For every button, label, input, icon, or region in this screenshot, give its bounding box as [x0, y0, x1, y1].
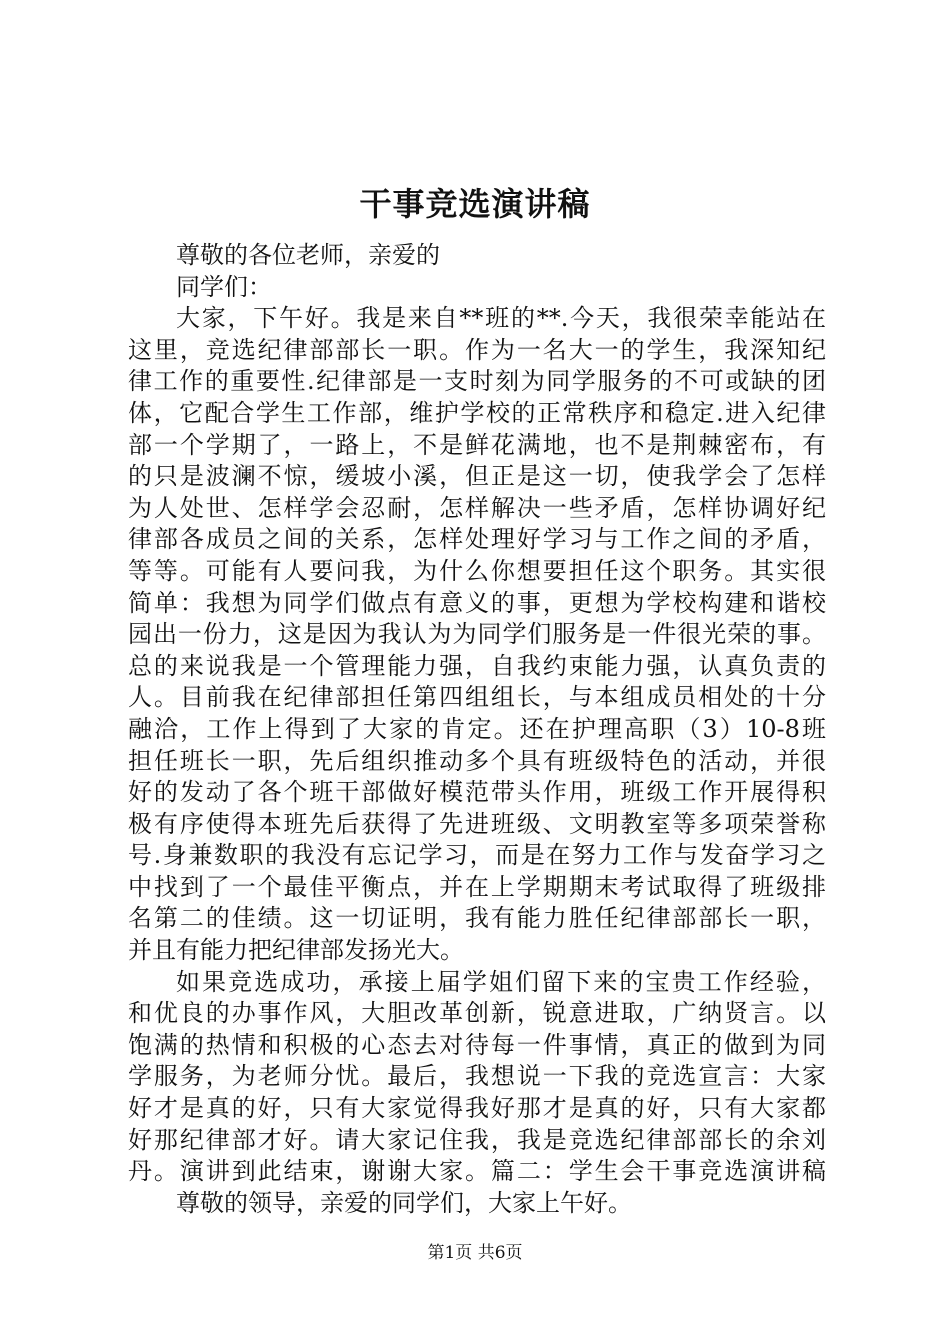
body-line: 如果竞选成功，承接上届学姐们留下来的宝贵工作经验，	[176, 967, 826, 996]
body-line: 饱满的热情和积极的心态去对待每一件事情，真正的做到为同	[128, 1030, 826, 1059]
document-body	[128, 240, 826, 1219]
body-line: 和优良的办事作风，大胆改革创新，锐意进取，广纳贤言。以	[128, 999, 826, 1028]
body-line: 极有序使得本班先后获得了先进班级、文明教室等多项荣誉称	[128, 809, 826, 838]
body-line: 名第二的佳绩。这一切证明，我有能力胜任纪律部部长一职，	[128, 904, 826, 933]
body-line: 的只是波澜不惊，缓坡小溪，但正是这一切，使我学会了怎样	[128, 462, 826, 491]
body-line: 尊敬的各位老师，亲爱的	[176, 241, 440, 269]
body-line: 大家，下午好。我是来自**班的**.今天，我很荣幸能站在	[176, 304, 826, 333]
document-title: 干事竞选演讲稿	[359, 185, 591, 223]
body-line: 这里，竞选纪律部部长一职。作为一名大一的学生，我深知纪	[128, 335, 826, 364]
body-line: 学服务，为老师分忧。最后，我想说一下我的竞选宣言：大家	[128, 1062, 826, 1091]
body-line: 丹。演讲到此结束，谢谢大家。篇二：学生会干事竞选演讲稿	[128, 1157, 826, 1186]
body-line: 好才是真的好，只有大家觉得我好那才是真的好，只有大家都	[128, 1094, 826, 1123]
body-line: 担任班长一职，先后组织推动多个具有班级特色的活动，并很	[128, 746, 826, 775]
body-line: 好的发动了各个班干部做好模范带头作用，班级工作开展得积	[128, 778, 826, 807]
body-line: 尊敬的领导，亲爱的同学们，大家上午好。	[176, 1188, 632, 1217]
body-line: 总的来说我是一个管理能力强，自我约束能力强，认真负责的	[128, 651, 826, 680]
body-line: 部一个学期了，一路上，不是鲜花满地，也不是荆棘密布，有	[128, 430, 826, 459]
body-line: 简单：我想为同学们做点有意义的事，更想为学校构建和谐校	[128, 588, 826, 617]
page-number-footer: 第1页 共6页	[427, 1243, 523, 1263]
body-line: 律部各成员之间的关系，怎样处理好学习与工作之间的矛盾，	[128, 525, 826, 554]
body-line: 融洽，工作上得到了大家的肯定。还在护理高职（3）10-8班	[128, 714, 826, 743]
body-line: 律工作的重要性.纪律部是一支时刻为同学服务的不可或缺的团	[128, 367, 826, 396]
body-line: 好那纪律部才好。请大家记住我，我是竞选纪律部部长的余刘	[128, 1125, 826, 1154]
body-line: 为人处世、怎样学会忍耐，怎样解决一些矛盾，怎样协调好纪	[128, 493, 826, 522]
body-line: 体，它配合学生工作部，维护学校的正常秩序和稳定.进入纪律	[128, 398, 826, 427]
body-line: 并且有能力把纪律部发扬光大。	[128, 936, 464, 965]
body-line: 人。目前我在纪律部担任第四组组长，与本组成员相处的十分	[128, 683, 826, 712]
body-line: 等等。可能有人要问我，为什么你想要担任这个职务。其实很	[128, 556, 826, 585]
body-line: 园出一份力，这是因为我认为为同学们服务是一件很光荣的事。	[128, 620, 826, 649]
body-line: 号.身兼数职的我没有忘记学习，而是在努力工作与发奋学习之	[128, 841, 826, 870]
body-line: 同学们：	[176, 272, 272, 301]
body-line: 中找到了一个最佳平衡点，并在上学期期末考试取得了班级排	[128, 872, 826, 901]
